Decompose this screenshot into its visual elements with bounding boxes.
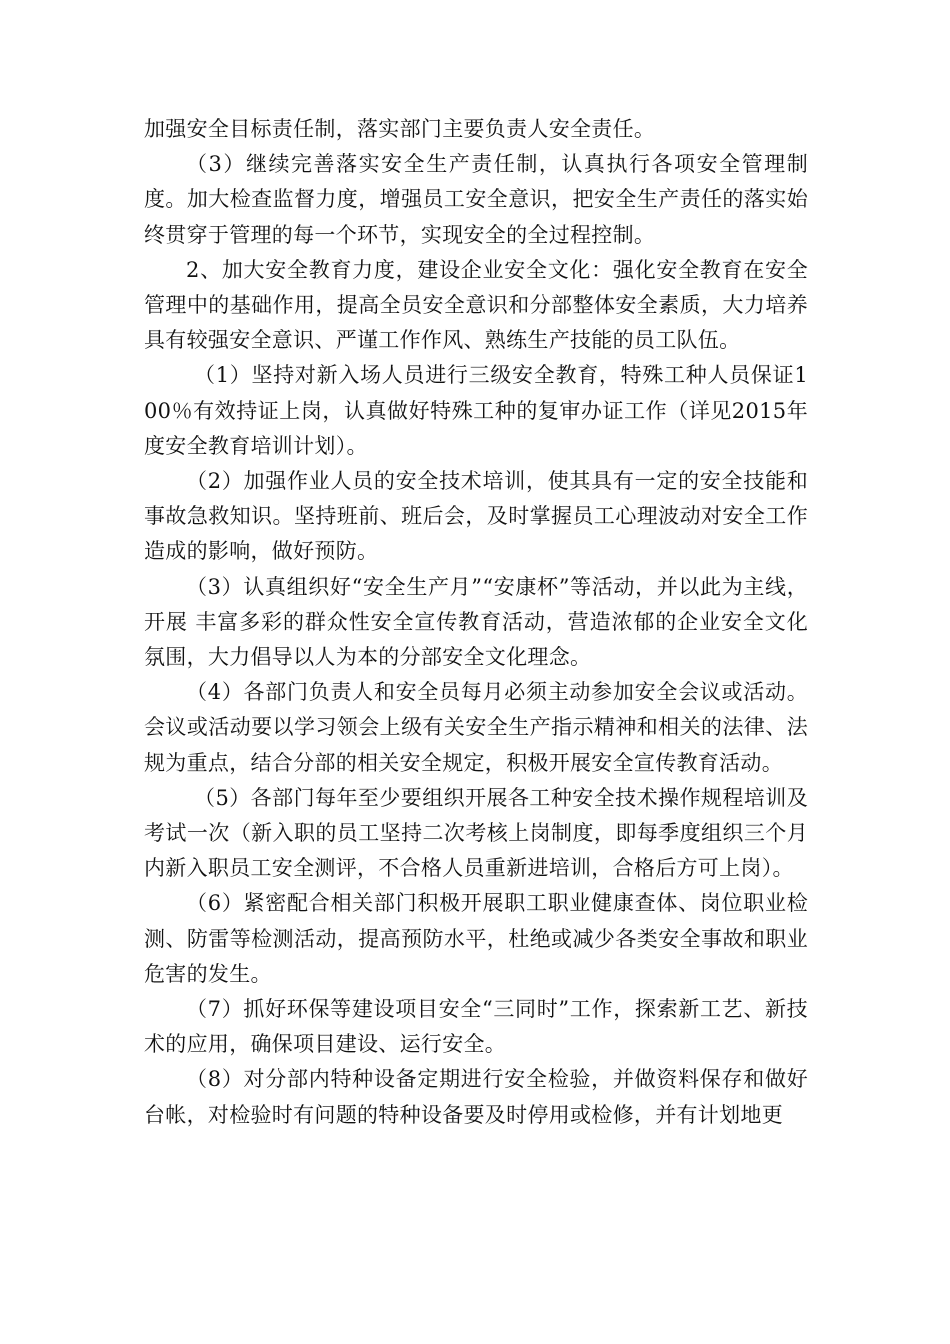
paragraph-6: （3）认真组织好“安全生产月”“安康杯”等活动，并以此为主线，开展 丰富多彩的群众性安全宣传教育活动，营造浓郁的企业安全文化氛围，大力倡导以人为本的分部安全文化理念。 xyxy=(144,574,808,670)
paragraph-4: （1）坚持对新入场人员进行三级安全教育，特殊工种人员保证100％有效持证上岗，认真做好特殊工种的复审办证工作（详见2015年度安全教育培训计划）。 xyxy=(144,363,808,458)
paragraph-11: （8）对分部内特种设备定期进行安全检验，并做资料保存和做好台帐，对检验时有问题的特种设备要及时停用或检修，并有计划地更 xyxy=(144,1067,808,1127)
paragraph-10: （7）抓好环保等建设项目安全“三同时”工作，探索新工艺、新技术的应用，确保项目建设、运行安全。 xyxy=(144,997,808,1057)
paragraph-5: （2）加强作业人员的安全技术培训，使其具有一定的安全技能和事故急救知识。坚持班前、班后会，及时掌握员工心理波动对安全工作造成的影响，做好预防。 xyxy=(144,469,808,564)
paragraph-9: （6）紧密配合相关部门积极开展职工职业健康查体、岗位职业检测、防雷等检测活动，提高预防水平，杜绝或减少各类安全事故和职业危害的发生。 xyxy=(144,891,808,986)
paragraph-7: （4）各部门负责人和安全员每月必须主动参加安全会议或活动。会议或活动要以学习领会上级有关安全生产指示精神和相关的法律、法规为重点，结合分部的相关安全规定，积极开展安全宣传教育活动。 xyxy=(144,680,808,775)
paragraph-1: 加强安全目标责任制，落实部门主要负责人安全责任。 xyxy=(144,117,656,141)
paragraph-8: （5）各部门每年至少要组织开展各工种安全技术操作规程培训及考试一次（新入职的员工坚持二次考核上岗制度，即每季度组织三个月内新入职员工安全测评，不合格人员重新进培训，合格后方可上岗）。 xyxy=(144,785,808,881)
paragraph-2: （3）继续完善落实安全生产责任制，认真执行各项安全管理制度。加大检查监督力度，增强员工安全意识，把安全生产责任的落实始终贯穿于管理的每一个环节，实现安全的全过程控制。 xyxy=(144,152,808,247)
paragraph-3: 2、加大安全教育力度，建设企业安全文化：强化安全教育在安全管理中的基础作用，提高全员安全意识和分部整体安全素质，大力培养具有较强安全意识、严谨工作作风、熟练生产技能的员工队伍。 xyxy=(144,257,808,353)
document-body xyxy=(144,112,808,1133)
